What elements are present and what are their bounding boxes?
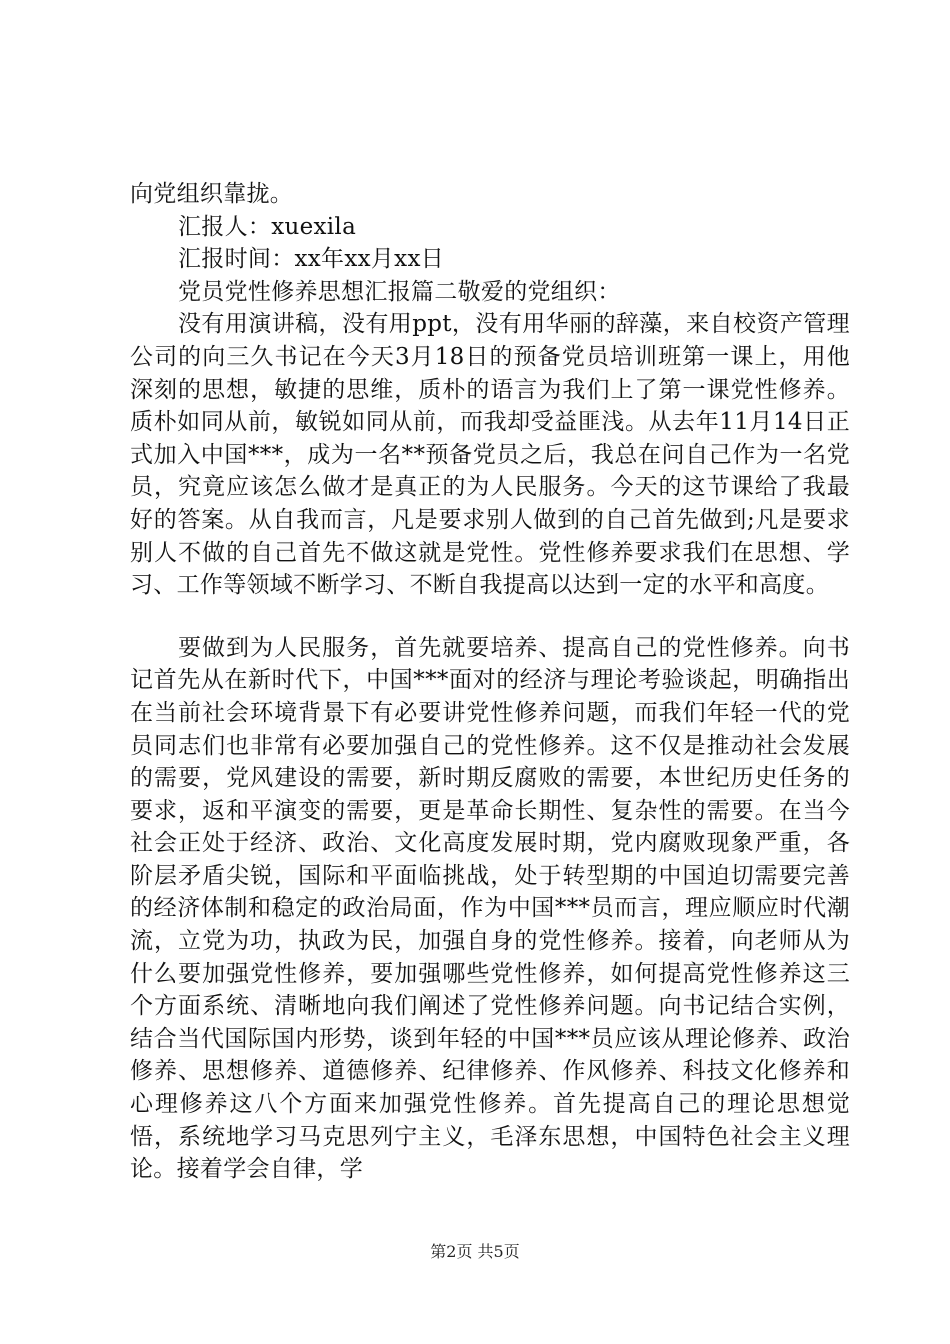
report-date-line: 汇报时间：xx年xx月xx日: [178, 246, 445, 273]
continuation-line: 向党组织靠拢。: [130, 181, 294, 207]
paragraph-1: 没有用演讲稿，没有用ppt，没有用华丽的辞藻，来自校资产管理公司的向三久书记在今天3月18日的预备党员培训班第一课上，用他深刻的思想，敏捷的思维，质朴的语言为我们上了第一课党性修养。质朴如同从前，敏锐如同从前，而我却受益匪浅。从去年11月14日正式加入中国***，成为一名**预备党员之后，我总在问自己作为一名党员，究竟应该怎么做才是真正的为人民服务。今天的这节课给了我最好的答案。从自我而言，凡是要求别人做到的自己首先做到;凡是要求别人不做的自己首先不做这就是党性。党性修养要求我们在思想、学习、工作等领域不断学习、不断自我提高以达到一定的水平和高度。: [130, 311, 850, 599]
section-heading: 党员党性修养思想汇报篇二敬爱的党组织：: [178, 278, 621, 305]
document-body: [130, 178, 850, 1186]
paragraph-gap: [130, 602, 850, 632]
page-footer: 第2页 共5页: [430, 1242, 520, 1261]
paragraph-2: 要做到为人民服务，首先就要培养、提高自己的党性修养。向书记首先从在新时代下，中国***面对的经济与理论考验谈起，明确指出在当前社会环境背景下有必要讲党性修养问题，而我们年轻一代的党员同志们也非常有必要加强自己的党性修养。这不仅是推动社会发展的需要，党风建设的需要，新时期反腐败的需要，本世纪历史任务的要求，返和平演变的需要，更是革命长期性、复杂性的需要。在当今社会正处于经济、政治、文化高度发展时期，党内腐败现象严重，各阶层矛盾尖锐，国际和平面临挑战，处于转型期的中国迫切需要完善的经济体制和稳定的政治局面，作为中国***员而言，理应顺应时代潮流，立党为功，执政为民，加强自身的党性修养。接着，向老师从为什么要加强党性修养，要加强哪些党性修养，如何提高党性修养这三个方面系统、清晰地向我们阐述了党性修养问题。向书记结合实例，结合当代国际国内形势，谈到年轻的中国***员应该从理论修养、政治修养、思想修养、道德修养、纪律修养、作风修养、科技文化修养和心理修养这八个方面来加强党性修养。首先提高自己的理论思想觉悟，系统地学习马克思列宁主义，毛泽东思想，中国特色社会主义理论。接着学会自律，学: [130, 634, 850, 1183]
reporter-line: 汇报人：xuexila: [178, 213, 357, 240]
